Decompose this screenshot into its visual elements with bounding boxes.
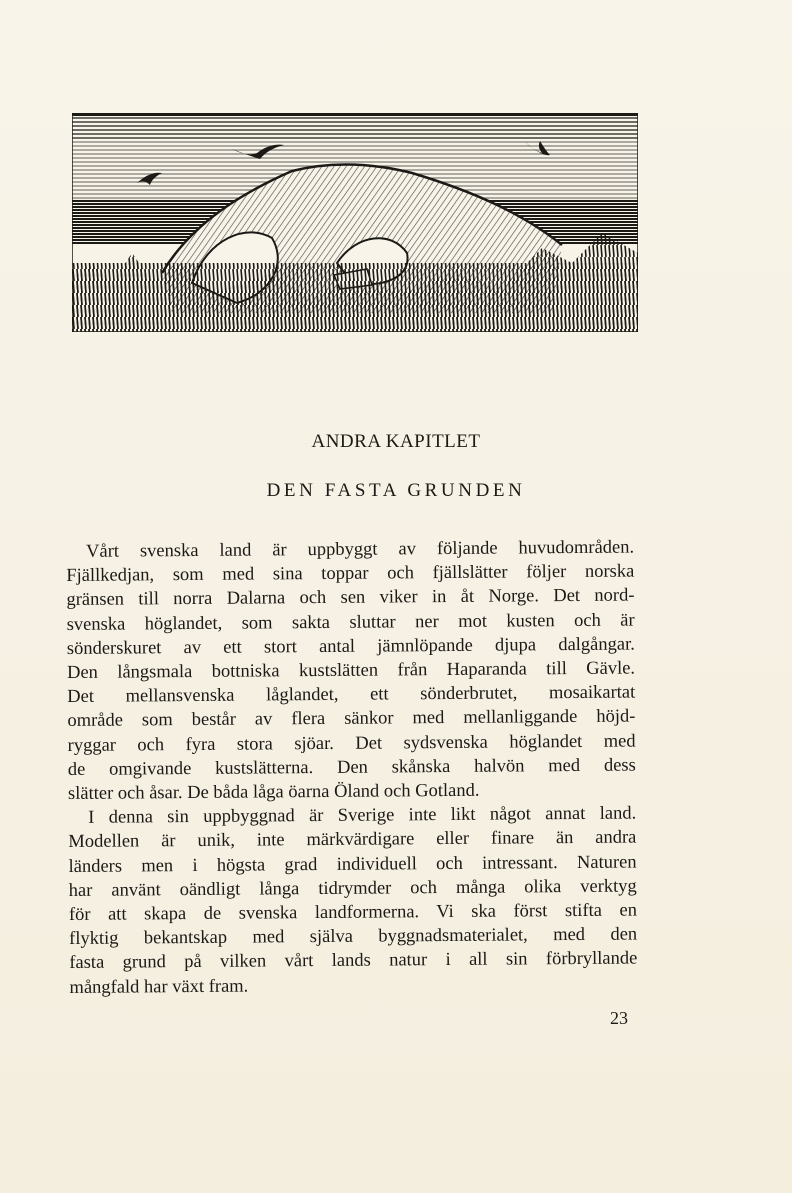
body-line: I denna sin uppbyggnad är Sverige inte likt något annat land. <box>88 803 637 829</box>
body-line: Modellen är unik, inte märkvärdigare eller finare än andra <box>68 827 637 853</box>
chapter-title: DEN FASTA GRUNDEN <box>266 480 526 501</box>
body-line: slätter och åsar. De båda låga öarna Öland och Gotland. <box>67 780 480 805</box>
body-line: flyktig bekantskap med själva byggnadsmaterialet, med den <box>69 924 638 950</box>
body-line: gränsen till norra Dalarna och sen viker in åt Norge. Det nord- <box>66 585 635 611</box>
body-text <box>66 536 638 1000</box>
body-line: har använt oändligt långa tidrymder och många olika verktyg <box>68 876 637 901</box>
chapter-label: ANDRA KAPITLET <box>311 431 481 452</box>
page-number: 23 <box>610 1008 628 1028</box>
woodcut-illustration-icon <box>72 113 638 332</box>
body-line: Den långsmala bottniska kustslätten från Haparanda till Gävle. <box>66 658 636 684</box>
body-line: sönderskuret av ett stort antal jämnlöpande djupa dalgångar. <box>66 634 635 659</box>
body-line: mångfald har växt fram. <box>69 976 249 998</box>
body-line: för att skapa de svenska landformerna. Vi ska först stifta en <box>68 900 638 926</box>
body-line: Fjällkedjan, som med sina toppar och fjällslätter följer norska <box>66 561 635 587</box>
body-line: svenska höglandet, som sakta sluttar ner mot kusten och är <box>66 610 635 635</box>
body-line: länders men i högsta grad individuell och intressant. Naturen <box>68 852 637 877</box>
body-line: ryggar och fyra stora sjöar. Det sydsvenska höglandet med <box>67 731 636 756</box>
woodcut-illustration <box>72 113 638 332</box>
body-line: de omgivande kustslätterna. Den skånska halvön med dess <box>67 755 636 780</box>
body-line: Vårt svenska land är uppbyggt av följande huvudområden. <box>86 537 635 562</box>
body-line: fasta grund på vilken vårt lands natur i all sin förbryllande <box>69 948 638 974</box>
body-line: område som består av flera sänkor med mellanliggande höjd- <box>67 706 636 732</box>
body-line: Det mellansvenska låglandet, ett sönderbrutet, mosaikartat <box>67 682 636 708</box>
